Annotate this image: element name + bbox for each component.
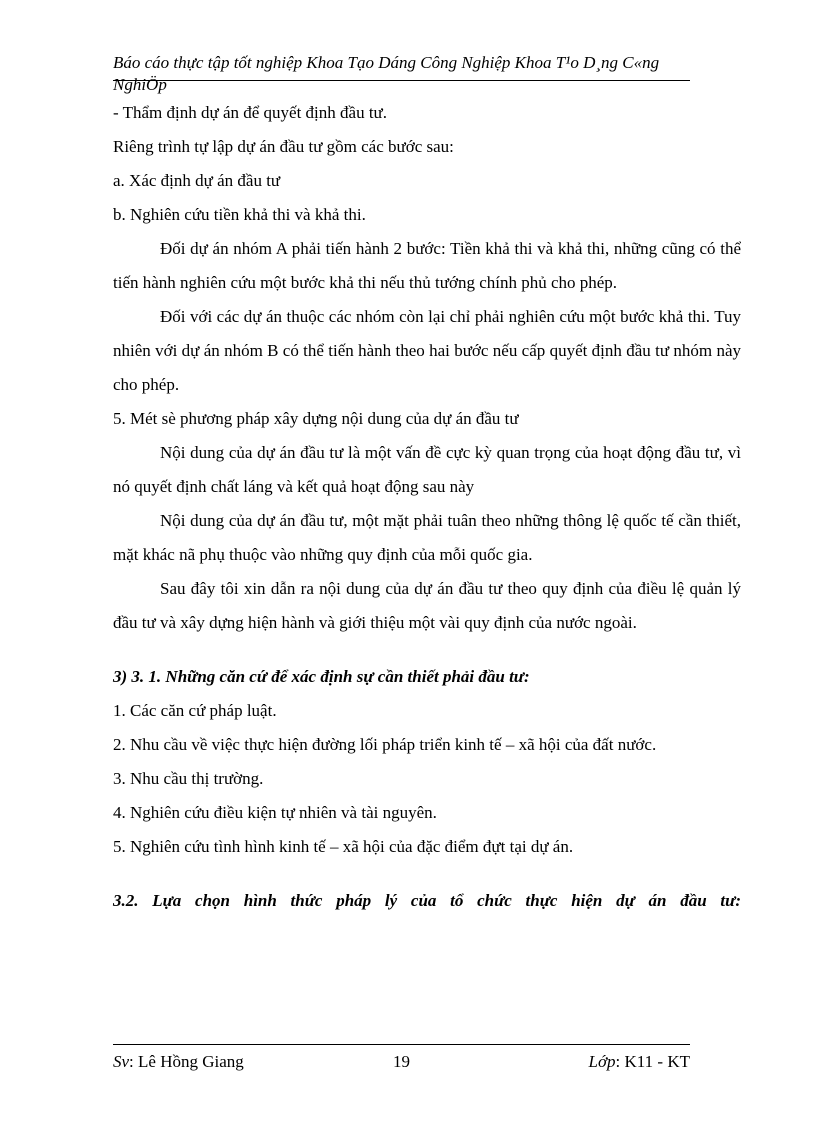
spacer <box>113 640 741 660</box>
section-item: 5. Mét sè phương pháp xây dựng nội dung của dự án đầu tư <box>113 409 519 428</box>
list-item: 4. Nghiên cứu điều kiện tự nhiên và tài nguyên. <box>113 803 437 822</box>
page-number: 19 <box>393 1052 410 1071</box>
list-item: 2. Nhu cầu về việc thực hiện đường lối pháp triển kinh tế – xã hội của đất nước. <box>113 735 657 754</box>
footer-class-label: Lớp <box>588 1052 616 1071</box>
header-divider <box>113 80 690 81</box>
paragraph: Nội dung của dự án đầu tư là một vấn đề cực kỳ quan trọng của hoạt động đầu tư, vì nó quyết định chất láng và kết quả hoạt động sau này <box>113 443 741 496</box>
list-item: 5. Nghiên cứu tình hình kinh tế – xã hội của đặc điểm đựt tại dự án. <box>113 837 574 856</box>
paragraph: Đối với các dự án thuộc các nhóm còn lại chỉ phải nghiên cứu một bước khả thi. Tuy nhiên với dự án nhóm B có thể tiến hành theo hai bước nếu cấp quyết định đầu tư nhóm này cho phép. <box>113 307 741 394</box>
paragraph: Nội dung của dự án đầu tư, một mặt phải tuân theo những thông lệ quốc tế cần thiết, mặt khác nã phụ thuộc vào những quy định của mỗi quốc gia. <box>113 511 741 564</box>
body-line: - Thẩm định dự án để quyết định đầu tư. <box>113 103 388 122</box>
header-text: Báo cáo thực tập tốt nghiệp Khoa Tạo Dáng Công Nghiệp Khoa T¹o D¸ng C«ng NghiÖp <box>113 53 660 94</box>
footer-student-label: Sv <box>113 1052 130 1071</box>
spacer <box>113 864 741 884</box>
footer-divider <box>113 1044 690 1045</box>
body-line: a. Xác định dự án đầu tư <box>113 171 281 190</box>
paragraph: Sau đây tôi xin dẫn ra nội dung của dự án đầu tư theo quy định của điều lệ quản lý đầu tư và xây dựng hiện hành và giới thiệu một vài quy định của nước ngoài. <box>113 579 741 632</box>
footer-class-value: : K11 - KT <box>615 1052 690 1071</box>
page-body <box>113 96 741 918</box>
list-item: 3. Nhu cầu thị trường. <box>113 769 264 788</box>
footer-student-name: : Lê Hồng Giang <box>129 1052 244 1071</box>
body-line: b. Nghiên cứu tiền khả thi và khả thi. <box>113 205 366 224</box>
page-footer <box>113 1050 690 1074</box>
body-line: Riêng trình tự lập dự án đầu tư gồm các bước sau: <box>113 137 454 156</box>
paragraph: Đối dự án nhóm A phải tiến hành 2 bước: Tiền khả thi và khả thi, những cũng có thể tiến hành nghiên cứu một bước khả thi nếu thủ tướng chính phủ cho phép. <box>113 239 741 292</box>
page-header <box>113 52 713 96</box>
section-heading: 3.2. Lựa chọn hình thức pháp lý của tổ chức thực hiện dự án đầu tư: <box>113 891 741 910</box>
section-heading: 3) 3. 1. Những căn cứ để xác định sự cần thiết phải đầu tư: <box>113 667 530 686</box>
list-item: 1. Các căn cứ pháp luật. <box>113 701 277 720</box>
footer-class <box>589 1050 690 1074</box>
